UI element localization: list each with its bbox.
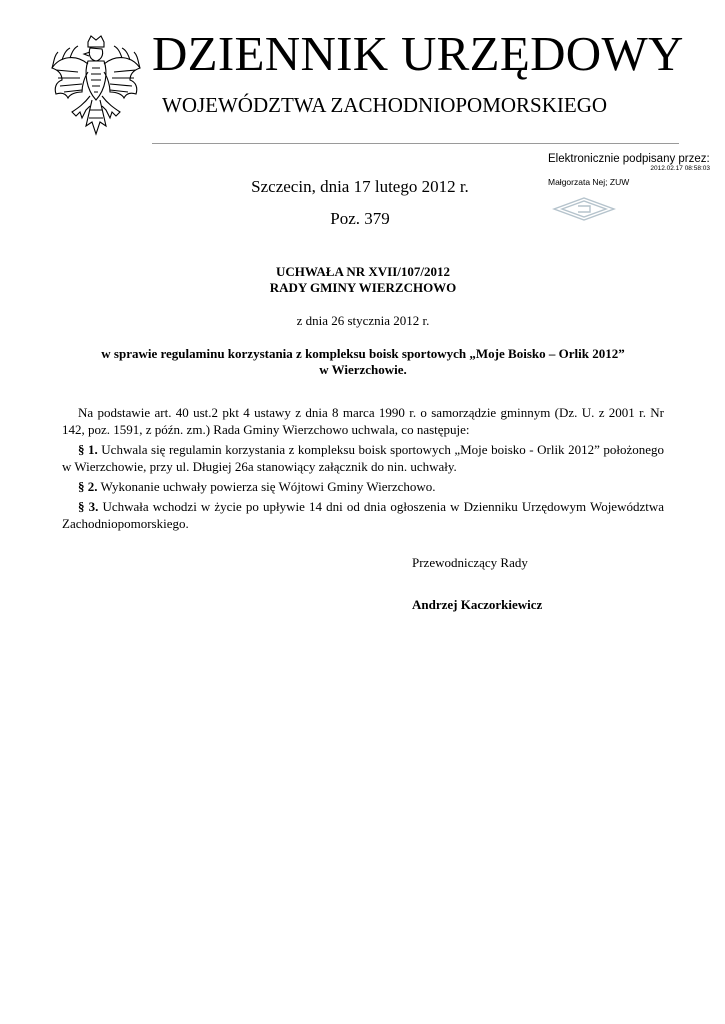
signoff-name: Andrzej Kaczorkiewicz — [412, 597, 543, 612]
resolution-council: RADY GMINY WIERZCHOWO — [269, 280, 457, 295]
masthead-subtitle: WOJEWÓDZTWA ZACHODNIOPOMORSKIEGO — [162, 93, 608, 117]
section-2 — [62, 478, 664, 495]
resolution-number: UCHWAŁA NR XVII/107/2012 — [275, 264, 451, 279]
position-number: Poz. 379 — [330, 209, 390, 228]
section-1-text: Uchwala się regulamin korzystania z kompleksu boisk sportowych „Moje boisko - Orlik 2012” położonego w Wierzchowie, przy ul. Długiej 26a stanowiący załącznik do nin. uchwały. — [62, 442, 665, 474]
section-3-text: Uchwała wchodzi w życie po upływie 14 dni od dnia ogłoszenia w Dzienniku Urzędowym Województwa Zachodniopomorskiego. — [62, 499, 665, 531]
section-1 — [62, 441, 664, 475]
signature-label: Elektronicznie podpisany przez: — [548, 153, 710, 165]
resolution-date: z dnia 26 stycznia 2012 r. — [296, 313, 430, 328]
section-3-label: § 3. — [78, 499, 99, 514]
section-2-label: § 2. — [78, 479, 98, 494]
signoff-title: Przewodniczący Rady — [412, 555, 528, 570]
section-1-label: § 1. — [78, 442, 98, 457]
section-2-text: Wykonanie uchwały powierza się Wójtowi Gminy Wierzchowo. — [97, 479, 436, 494]
preamble: Na podstawie art. 40 ust.2 pkt 4 ustawy z dnia 8 marca 1990 r. o samorządzie gminnym (Dz. U. z 2001 r. Nr 142, poz. 1591, z późn. zm.) Rada Gminy Wierzchowo uchwala, co następuje: — [62, 405, 664, 437]
resolution-body — [62, 404, 664, 535]
resolution-subject-line-1: w sprawie regulaminu korzystania z kompleksu boisk sportowych „Moje Boisko – Orlik 2012” — [101, 346, 625, 361]
masthead-title: DZIENNIK URZĘDOWY — [152, 26, 684, 81]
header-divider — [152, 143, 679, 144]
resolution-subject-line-2: w Wierzchowie. — [319, 362, 407, 377]
signature-signer: Małgorzata Nej; ZUW — [548, 177, 630, 187]
section-3 — [62, 498, 664, 532]
polish-eagle-icon — [48, 34, 144, 144]
signature-timestamp: 2012.02.17 08:58:03 — [650, 165, 710, 172]
place-date: Szczecin, dnia 17 lutego 2012 r. — [251, 177, 469, 196]
signature-seal-icon — [552, 196, 616, 222]
